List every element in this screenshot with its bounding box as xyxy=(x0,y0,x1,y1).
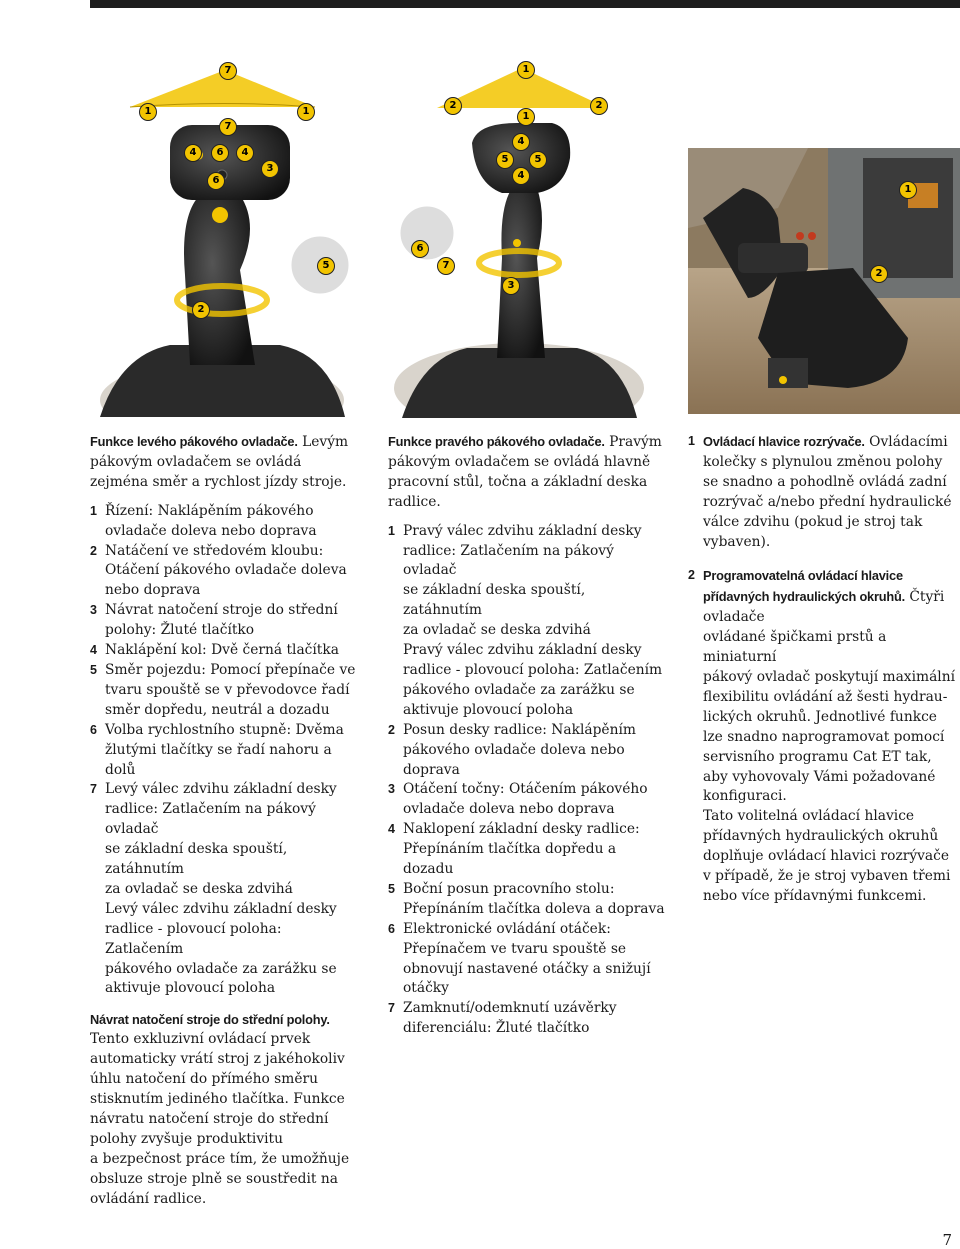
callout-7: 7 xyxy=(219,118,237,136)
section-lead: Návrat natočení stroje do střední polohy. xyxy=(90,1012,330,1028)
item-text xyxy=(105,542,360,602)
text-line: ovládané špičkami prstů a miniaturní xyxy=(703,629,887,666)
text-line: Volba rychlostního stupně: Dvěma xyxy=(105,721,344,738)
text-line: doprava xyxy=(403,761,460,778)
text-line: Směr pojezdu: Pomocí přepínače ve xyxy=(105,661,356,678)
list-item xyxy=(90,641,360,661)
list-item xyxy=(388,999,668,1039)
text-line: válce zdvihu (pokud je stroj tak xyxy=(703,513,923,530)
text-line: automaticky vrátí stroj z jakéhokoliv xyxy=(90,1051,345,1068)
text-line: ovládání radlice. xyxy=(90,1190,207,1207)
text-line: Pravý válec zdvihu základní desky xyxy=(403,642,642,659)
callout-2: 2 xyxy=(590,97,608,115)
callout-5: 5 xyxy=(529,151,547,169)
section-lead: Funkce pravého pákového ovladače. xyxy=(388,434,605,449)
callout-2: 2 xyxy=(192,301,210,319)
text-line: v případě, že je stroj vybaven třemi xyxy=(703,868,951,885)
intro-paragraph xyxy=(388,432,668,513)
text-line: Levý válec zdvihu základní desky xyxy=(105,781,337,798)
text-line: kolečky s plynulou změnou polohy xyxy=(703,453,943,470)
callout-2: 2 xyxy=(870,265,888,283)
callout-1: 1 xyxy=(139,103,157,121)
text-line: rozrývač a/nebo přední hydraulické xyxy=(703,493,952,510)
item-text xyxy=(403,721,668,781)
item-number: 6 xyxy=(90,722,97,737)
item-number: 1 xyxy=(388,523,395,538)
spacer xyxy=(688,552,960,566)
item-text xyxy=(105,502,360,542)
text-line: za ovladač se deska zdvihá xyxy=(105,880,293,897)
callout-4: 4 xyxy=(236,144,254,162)
item-number: 6 xyxy=(388,921,395,936)
item-number: 1 xyxy=(688,434,695,448)
text-line: za ovladač se deska zdvihá xyxy=(403,622,591,639)
item-continuation xyxy=(703,453,960,553)
item-number: 4 xyxy=(90,643,97,658)
control-heads-functions xyxy=(688,432,960,907)
text-line: Otáčení točny: Otáčením pákového xyxy=(403,781,648,798)
text-line: Tato volitelná ovládací hlavice xyxy=(703,808,915,825)
text-line: žlutými tlačítky se řadí nahoru a dolů xyxy=(105,741,332,778)
item-text xyxy=(403,999,668,1039)
text-line: vybaven). xyxy=(703,533,771,550)
left-joystick-functions xyxy=(90,432,360,1209)
item-text xyxy=(703,566,960,906)
function-list xyxy=(688,432,960,907)
text-line: radlice - plovoucí poloha: Zatlačením xyxy=(105,920,282,957)
text-line: Elektronické ovládání otáček: xyxy=(403,920,611,937)
text-line: Přepínáním tlačítka doleva a doprava xyxy=(403,900,665,917)
text-line: pákový ovladač poskytují maximální xyxy=(703,668,956,685)
intro-text: Levým pákovým ovladačem se ovládá zejména směr a rychlost jízdy stroje. xyxy=(90,434,349,490)
item-number: 5 xyxy=(388,881,395,896)
item-lead: Ovládací hlavice rozrývače. xyxy=(703,434,865,449)
text-line: otáčky xyxy=(403,980,449,997)
text-line: Přepínačem ve tvaru spouště se xyxy=(403,940,627,957)
text-line: nebo více přídavnými funkcemi. xyxy=(703,887,927,904)
text-line: Levý válec zdvihu základní desky xyxy=(105,900,337,917)
text-line: Čtyři ovladače xyxy=(703,589,945,626)
text-line: polohy: Žluté tlačítko xyxy=(105,622,255,639)
item-text xyxy=(105,721,360,781)
text-line: radlice: Zatlačením na pákový ovladač xyxy=(105,801,316,838)
callout-7: 7 xyxy=(437,257,455,275)
top-rule xyxy=(90,0,960,8)
text-line: aktivuje plovoucí poloha xyxy=(105,980,276,997)
text-line: ovladače doleva nebo doprava xyxy=(105,522,317,539)
list-item xyxy=(388,522,668,721)
text-line: doplňuje ovládací hlavici rozrývače xyxy=(703,848,950,865)
ripper-control-photo xyxy=(688,148,960,414)
list-item xyxy=(688,432,960,552)
callout-1: 1 xyxy=(297,103,315,121)
text-line: konfiguraci. xyxy=(703,788,787,805)
item-number: 5 xyxy=(90,662,97,677)
list-item xyxy=(388,721,668,781)
text-line: Ovládacími xyxy=(869,434,948,450)
text-line: pákového ovladače doleva nebo xyxy=(403,741,625,758)
item-number: 4 xyxy=(388,822,395,837)
text-line: se snadno a pohodlně ovládá zadní xyxy=(703,473,947,490)
text-line: a bezpečnost práce tím, že umožňuje xyxy=(90,1150,350,1167)
text-line: aktivuje plovoucí poloha xyxy=(403,701,574,718)
text-line: návratu natočení stroje do střední xyxy=(90,1110,329,1127)
item-text xyxy=(403,522,668,721)
text-line: radlice: Zatlačením na pákový ovladač xyxy=(403,542,614,579)
text-line: polohy zvyšuje produktivitu xyxy=(90,1130,283,1147)
callout-5: 5 xyxy=(317,257,335,275)
callout-4: 4 xyxy=(184,144,202,162)
callout-6: 6 xyxy=(207,172,225,190)
text-line: servisního programu Cat ET tak, xyxy=(703,748,932,765)
item-text xyxy=(403,820,668,880)
text-line: obnovují nastavené otáčky a snižují xyxy=(403,960,651,977)
callout-5: 5 xyxy=(496,151,514,169)
item-continuation xyxy=(703,628,960,907)
right-joystick-functions xyxy=(388,432,668,1039)
text-line: diferenciálu: Žluté tlačítko xyxy=(403,1020,590,1037)
item-text xyxy=(105,780,360,999)
intro-paragraph xyxy=(90,432,360,493)
text-line: radlice - plovoucí poloha: Zatlačením xyxy=(403,661,663,678)
item-number: 7 xyxy=(388,1001,395,1016)
item-lead: Programovatelná ovládací hlavice přídavných hydraulických okruhů. xyxy=(703,568,905,605)
item-text xyxy=(703,432,960,552)
text-line: lických okruhů. Jednotlivé funkce xyxy=(703,708,937,725)
callout-4: 4 xyxy=(512,167,530,185)
text-line: nebo doprava xyxy=(105,582,201,599)
section-lead: Funkce levého pákového ovladače. xyxy=(90,434,298,449)
list-item xyxy=(388,780,668,820)
callout-7: 7 xyxy=(219,62,237,80)
text-line: Naklápění kol: Dvě černá tlačítka xyxy=(105,642,339,659)
item-number: 1 xyxy=(90,503,97,518)
text-line: ovladače doleva nebo doprava xyxy=(403,801,615,818)
item-number: 3 xyxy=(90,603,97,618)
text-line: Pravý válec zdvihu základní desky xyxy=(403,522,642,539)
text-line: Posun desky radlice: Naklápěním xyxy=(403,721,636,738)
text-line: přídavných hydraulických okruhů xyxy=(703,828,939,845)
page-number: 7 xyxy=(942,1231,952,1249)
item-number: 3 xyxy=(388,782,395,797)
text-line: Tento exkluzivní ovládací prvek xyxy=(90,1031,311,1048)
item-text xyxy=(105,661,360,721)
function-list xyxy=(388,522,668,1040)
list-item xyxy=(388,920,668,1000)
left-joystick-figure xyxy=(90,55,355,417)
text-line: se základní deska spouští, zatáhnutím xyxy=(105,841,288,878)
text-line: tvaru spouště se v převodovce řadí xyxy=(105,681,350,698)
callout-1: 1 xyxy=(517,61,535,79)
item-text xyxy=(105,601,360,641)
text-line: obsluze stroje plně se soustředit na xyxy=(90,1170,338,1187)
callout-3: 3 xyxy=(261,160,279,178)
item-number: 7 xyxy=(90,782,97,797)
list-item xyxy=(90,542,360,602)
list-item xyxy=(388,820,668,880)
text-line: Otáčení pákového ovladače doleva xyxy=(105,562,347,579)
text-line: Naklopení základní desky radlice: xyxy=(403,821,640,838)
text-line: aby vyhovovaly Vámi požadované xyxy=(703,768,936,785)
text-line: se základní deska spouští, zatáhnutím xyxy=(403,582,586,619)
function-list xyxy=(90,502,360,1000)
body-paragraph xyxy=(90,1030,360,1209)
callout-6: 6 xyxy=(411,240,429,258)
item-text xyxy=(105,641,360,661)
item-text xyxy=(403,920,668,1000)
item-number: 2 xyxy=(388,722,395,737)
text-line: směr dopředu, neutrál a dozadu xyxy=(105,701,330,718)
list-item xyxy=(688,566,960,906)
intro-text: Pravým pákovým ovladačem se ovládá hlavně pracovní stůl, točna a základní deska radlice. xyxy=(388,434,662,510)
text-line: Boční posun pracovního stolu: xyxy=(403,880,615,897)
text-line: Zamknutí/odemknutí uzávěrky xyxy=(403,1000,617,1017)
list-item xyxy=(90,721,360,781)
callout-2: 2 xyxy=(444,97,462,115)
list-item xyxy=(90,780,360,999)
item-number: 2 xyxy=(688,568,695,583)
text-line: pákového ovladače za zarážku se xyxy=(403,681,635,698)
text-line: Natáčení ve středovém kloubu: xyxy=(105,542,324,559)
callout-4: 4 xyxy=(512,133,530,151)
callout-1: 1 xyxy=(517,108,535,126)
callout-6: 6 xyxy=(211,144,229,162)
list-item xyxy=(388,880,668,920)
callout-3: 3 xyxy=(502,277,520,295)
item-text xyxy=(403,780,668,820)
list-item xyxy=(90,661,360,721)
list-item xyxy=(90,601,360,641)
text-line: Přepínáním tlačítka dopředu a dozadu xyxy=(403,841,617,878)
text-line: flexibilitu ovládání až šesti hydrau- xyxy=(703,688,948,705)
text-line: Návrat natočení stroje do střední xyxy=(105,602,338,619)
list-item xyxy=(90,502,360,542)
text-line: pákového ovladače za zarážku se xyxy=(105,960,337,977)
text-line: Řízení: Naklápěním pákového xyxy=(105,502,314,519)
callout-1: 1 xyxy=(899,181,917,199)
item-text xyxy=(403,880,668,920)
text-line: lze snadno naprogramovat pomocí xyxy=(703,728,945,745)
text-line: stisknutím jediného tlačítka. Funkce xyxy=(90,1091,345,1107)
text-line: úhlu natočení do přímého směru xyxy=(90,1071,318,1088)
item-number: 2 xyxy=(90,543,97,558)
